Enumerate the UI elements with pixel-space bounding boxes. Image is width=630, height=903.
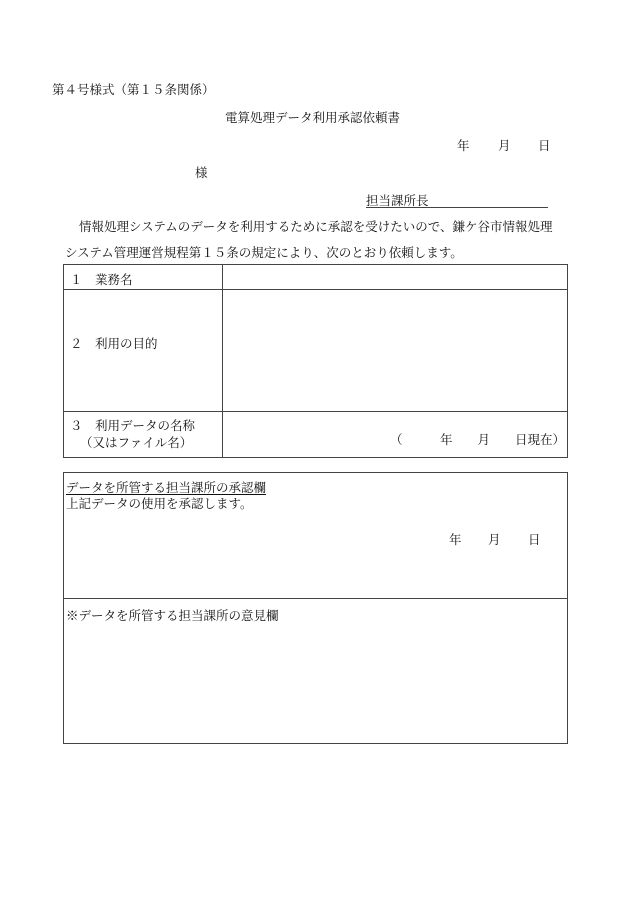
- approval-text: 上記データの使用を承認します。: [66, 496, 253, 511]
- row-data-name-sublabel: （又はファイル名）: [80, 435, 193, 450]
- requester-signature-line: [366, 207, 548, 208]
- table-row-divider-2: [63, 411, 568, 412]
- form-number: 第４号様式（第１５条関係）: [52, 82, 215, 97]
- approval-table-divider: [63, 598, 568, 599]
- approval-date-month: 月: [488, 532, 501, 547]
- addressee-suffix: 様: [195, 165, 208, 180]
- date-day: 日: [538, 138, 551, 153]
- approval-date-day: 日: [528, 532, 541, 547]
- document-title: 電算処理データ利用承認依頼書: [225, 110, 401, 125]
- opinion-heading: ※データを所管する担当課所の意見欄: [66, 608, 279, 623]
- row-data-name-label: ３ 利用データの名称: [70, 418, 196, 433]
- row-data-date-as-of: （ 年 月 日現在）: [390, 432, 566, 447]
- body-text-line-2: システム管理運営規程第１５条の規定により、次のとおり依頼します。: [65, 245, 463, 260]
- row-purpose-label: ２ 利用の目的: [70, 336, 158, 351]
- approval-date-year: 年: [449, 532, 462, 547]
- table-row-divider-1: [63, 289, 568, 290]
- table-column-divider: [222, 264, 223, 458]
- body-text-line-1: 情報処理システムのデータを利用するために承認を受けたいので、鎌ケ谷市情報処理: [79, 219, 553, 234]
- row-business-name-label: １ 業務名: [70, 272, 133, 287]
- date-year: 年: [457, 138, 470, 153]
- approval-heading: データを所管する担当課所の承認欄: [66, 480, 267, 495]
- date-month: 月: [498, 138, 511, 153]
- requester-label: 担当課所長: [366, 193, 429, 208]
